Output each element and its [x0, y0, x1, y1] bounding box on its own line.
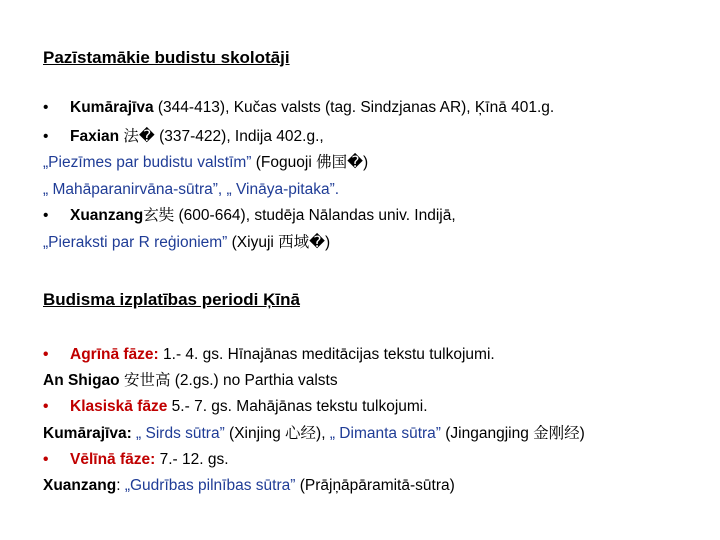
- work-details: (Xiyuji 西域�): [227, 234, 331, 251]
- line-faxian-sutras: „ Mahāparanirvāna-sūtra”, „ Vināya-pitaka”.: [43, 181, 340, 198]
- line-xuanzang-work: [43, 233, 330, 253]
- bullet: •: [43, 207, 49, 224]
- sutra-title: „Gudrības pilnības sūtra”: [124, 477, 296, 494]
- bullet: •: [43, 128, 49, 145]
- sutra-details: (Xinjing 心经),: [224, 425, 330, 442]
- translator-name: Xuanzang: [43, 477, 117, 494]
- bullet: •: [43, 398, 49, 415]
- work-details: (Foguoji 佛国�): [251, 154, 369, 171]
- bullet: •: [43, 346, 49, 363]
- phase-details: 1.- 4. gs. Hīnajānas meditācijas tekstu tulkojumi.: [158, 346, 495, 363]
- bullet: •: [43, 99, 49, 116]
- line-faxian: [43, 127, 324, 147]
- bullet: •: [43, 451, 49, 468]
- line-late-phase: [43, 450, 229, 470]
- line-kumarajiva-works: [43, 424, 585, 444]
- line-kumarajiva: [43, 98, 554, 118]
- teacher-name: Xuanzang: [70, 207, 144, 224]
- translator-details: 安世高 (2.gs.) no Parthia valsts: [119, 372, 338, 389]
- work-title: „Piezīmes par budistu valstīm”: [43, 154, 252, 171]
- phase-details: 7.- 12. gs.: [155, 451, 229, 468]
- translator-name: An Shigao: [43, 372, 120, 389]
- sutra-title: „ Dimanta sūtra”: [329, 425, 441, 442]
- line-faxian-work: [43, 153, 368, 173]
- phase-label: Agrīnā fāze:: [70, 346, 159, 363]
- phase-details: 5.- 7. gs. Mahājānas tekstu tulkojumi.: [167, 398, 428, 415]
- teacher-details: (344-413), Kučas valsts (tag. Sindzjanas AR), Ķīnā 401.g.: [153, 99, 555, 116]
- separator: :: [116, 477, 125, 494]
- phase-label: Vēlīnā fāze:: [70, 451, 156, 468]
- line-classic-phase: [43, 397, 428, 417]
- teacher-name: Faxian: [70, 128, 120, 145]
- section-heading-periods: Budisma izplatības periodi Ķīnā: [43, 290, 300, 309]
- line-an-shigao: [43, 371, 338, 391]
- work-title: „Pieraksti par R reģioniem”: [43, 234, 228, 251]
- line-early-phase: [43, 345, 495, 365]
- sutra-details: (Jingangjing 金刚经): [440, 425, 585, 442]
- teacher-details: 玄奘 (600-664), studēja Nālandas univ. Indijā,: [143, 207, 456, 224]
- teacher-details: 法� (337-422), Indija 402.g.,: [119, 128, 324, 145]
- sutra-details: (Prājņāpāramitā-sūtra): [295, 477, 455, 494]
- sutra-title: „ Sirds sūtra”: [131, 425, 225, 442]
- line-xuanzang: [43, 206, 456, 226]
- translator-name: Kumārajīva:: [43, 425, 132, 442]
- section-heading-teachers: Pazīstamākie budistu skolotāji: [43, 48, 290, 67]
- line-xuanzang-works: [43, 476, 455, 496]
- teacher-name: Kumārajīva: [70, 99, 154, 116]
- phase-label: Klasiskā fāze: [70, 398, 168, 415]
